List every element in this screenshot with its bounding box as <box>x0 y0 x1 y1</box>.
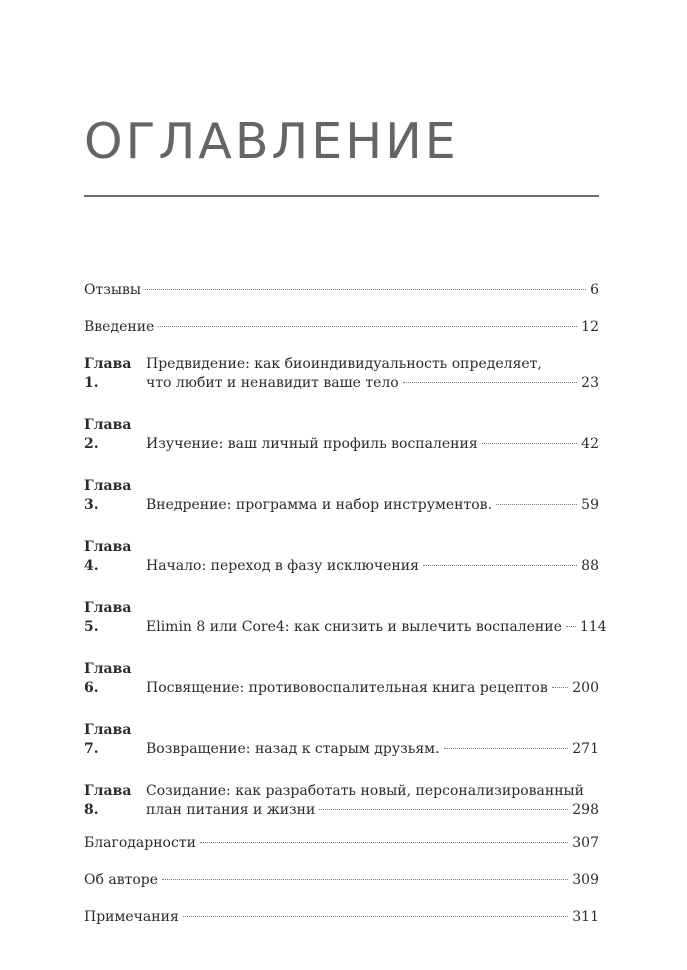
page-number: 309 <box>572 872 599 888</box>
toc-entry-chapter-4[interactable] <box>84 538 599 576</box>
chapter-label: Глава 7. <box>84 722 132 757</box>
dot-leader <box>403 382 577 383</box>
toc-entry-introduction[interactable] <box>84 318 599 337</box>
page-number: 311 <box>572 909 599 925</box>
entry-title: Благодарности <box>84 835 196 851</box>
dot-leader <box>319 809 568 810</box>
page-number: 59 <box>581 497 599 513</box>
page-number: 298 <box>572 802 599 818</box>
entry-title: Об авторе <box>84 872 159 888</box>
page-number: 307 <box>572 835 599 851</box>
chapter-label: Глава 2. <box>84 417 132 452</box>
toc-entry-chapter-7[interactable] <box>84 721 599 759</box>
entry-title: Начало: переход в фазу исключения <box>146 558 419 574</box>
dot-leader <box>200 842 568 843</box>
dot-leader <box>552 687 569 688</box>
dot-leader <box>482 443 578 444</box>
dot-leader <box>496 504 577 505</box>
chapter-label: Глава 5. <box>84 600 132 635</box>
page-number: 12 <box>581 319 599 335</box>
page-title: ОГЛАВЛЕНИЕ <box>84 113 459 170</box>
entry-title: Примечания <box>84 909 179 925</box>
chapter-label: Глава 1. <box>84 356 132 391</box>
toc-entry-chapter-1[interactable] <box>84 355 599 393</box>
toc-entry-chapter-3[interactable] <box>84 477 599 515</box>
page-number: 200 <box>572 680 599 696</box>
entry-title-line: что любит и ненавидит ваше тело <box>146 375 399 391</box>
dot-leader <box>444 748 569 749</box>
entry-title: Отзывы <box>84 282 142 298</box>
toc-entry-chapter-2[interactable] <box>84 416 599 454</box>
entry-title-line: Предвидение: как биоиндивидуальность определяет, <box>146 356 542 372</box>
dot-leader <box>145 289 586 290</box>
toc-entry-acknowledgements[interactable] <box>84 834 599 853</box>
page-number: 114 <box>579 619 607 635</box>
chapter-label: Глава 4. <box>84 539 132 574</box>
dot-leader <box>158 326 577 327</box>
chapter-label: Глава 8. <box>84 783 132 818</box>
toc-entry-chapter-6[interactable] <box>84 660 599 698</box>
page-number: 23 <box>581 375 599 391</box>
page-number: 42 <box>581 436 599 452</box>
toc-entry-about-author[interactable] <box>84 871 599 890</box>
dot-leader <box>162 879 568 880</box>
entry-title: Возвращение: назад к старым друзьям. <box>146 741 440 757</box>
chapter-label: Глава 6. <box>84 661 132 696</box>
dot-leader <box>183 916 568 917</box>
table-of-contents <box>84 281 607 927</box>
entry-title: Elimin 8 или Core4: как снизить и вылечить воспаление <box>146 619 562 635</box>
entry-title: Внедрение: программа и набор инструментов. <box>146 497 493 513</box>
entry-title: Введение <box>84 319 155 335</box>
dot-leader <box>423 565 577 566</box>
entry-title-line: Созидание: как разработать новый, персонализированный <box>146 783 584 799</box>
page-number: 271 <box>572 741 599 757</box>
page-number: 88 <box>581 558 599 574</box>
chapter-label: Глава 3. <box>84 478 132 513</box>
toc-entry-chapter-8[interactable] <box>84 782 599 820</box>
entry-title-line: план питания и жизни <box>146 802 316 818</box>
page-number: 6 <box>590 282 599 298</box>
toc-entry-notes[interactable] <box>84 908 599 927</box>
heading-rule <box>84 195 599 197</box>
toc-entry-chapter-5[interactable] <box>84 599 607 637</box>
entry-title: Изучение: ваш личный профиль воспаления <box>146 436 478 452</box>
toc-entry-reviews[interactable] <box>84 281 599 300</box>
dot-leader <box>566 626 576 627</box>
entry-title: Посвящение: противовоспалительная книга рецептов <box>146 680 548 696</box>
